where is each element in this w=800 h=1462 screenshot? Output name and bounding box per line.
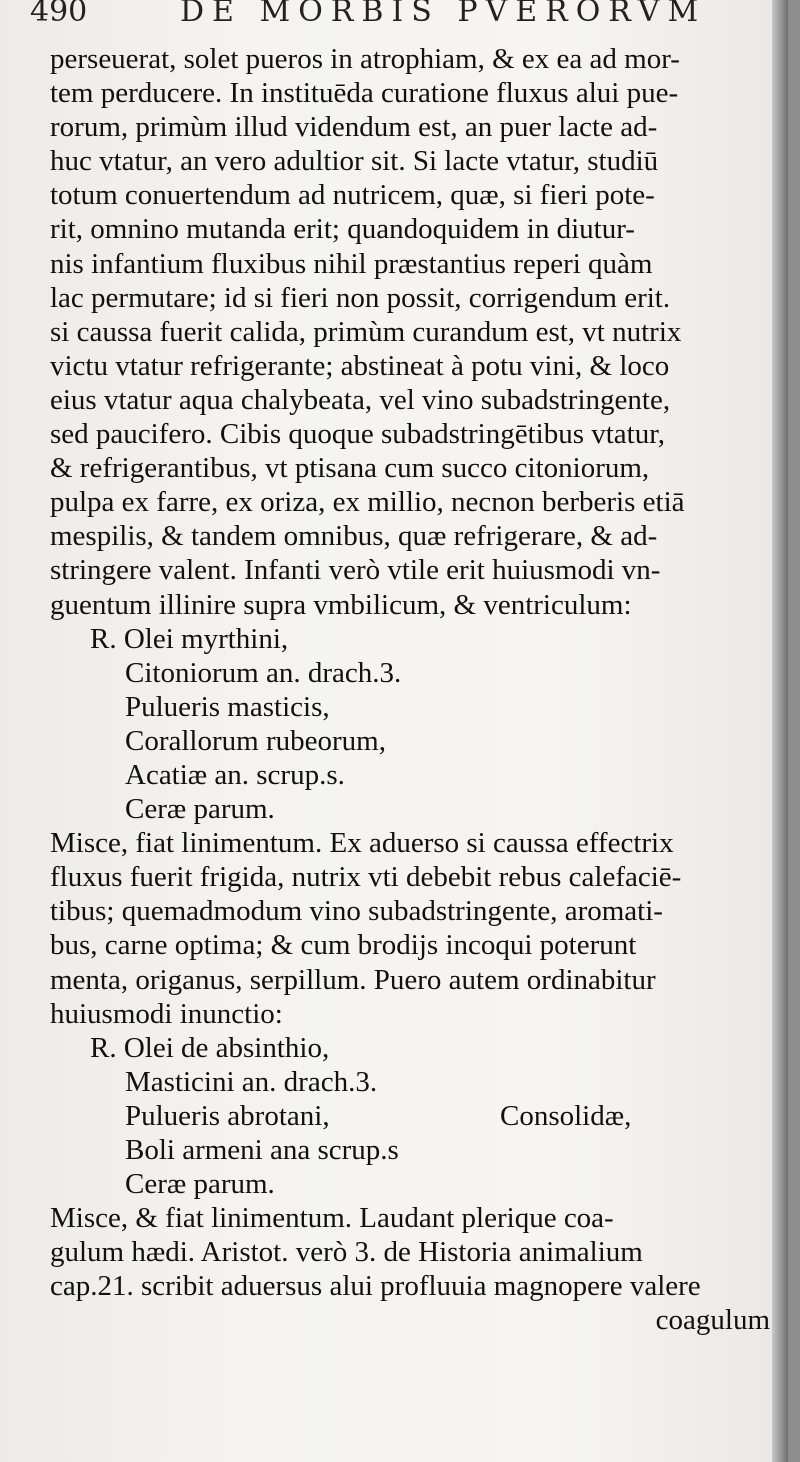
- text-line: nis infantium fluxibus nihil præstantius reperi quàm: [50, 247, 653, 280]
- recipe-first-line: R. Olei myrthini,: [90, 622, 289, 655]
- text-line: tem perducere. In instituēda curatione fluxus alui pue-: [50, 77, 679, 110]
- page-number: 490: [30, 0, 88, 29]
- text-line: tibus; quemadmodum vino subadstringente, aromati-: [50, 895, 663, 928]
- recipe-extra-item: Consolidæ,: [500, 1099, 632, 1132]
- text-line: rorum, primùm illud videndum est, an puer lacte ad-: [50, 111, 658, 144]
- recipe-item: Boli armeni ana scrup.s: [125, 1134, 399, 1166]
- text-line: huc vtatur, an vero adultior sit. Si lacte vtatur, studiū: [50, 145, 659, 178]
- recipe-item: Ceræ parum.: [125, 793, 275, 826]
- text-line: menta, origanus, serpillum. Puero autem ordinabitur: [50, 963, 656, 996]
- text-line: huiusmodi inunctio:: [50, 997, 283, 1030]
- text-line: guentum illinire supra vmbilicum, & ventriculum:: [50, 588, 632, 621]
- running-title: DE MORBIS PVERORVM: [180, 0, 707, 29]
- page-header: [30, 0, 730, 29]
- text-line: mespilis, & tandem omnibus, quæ refrigerare, & ad-: [50, 520, 658, 553]
- recipe-item: Acatiæ an. scrup.s.: [125, 758, 345, 791]
- text-line: lac permutare; id si fieri non possit, corrigendum erit.: [50, 281, 671, 314]
- catchword: coagulum: [655, 1304, 770, 1337]
- text-line: sed paucifero. Cibis quoque subadstringētibus vtatur,: [50, 418, 665, 451]
- recipe-item: Corallorum rubeorum,: [125, 724, 386, 757]
- recipe-item: Pulueris abrotani,: [125, 1099, 330, 1132]
- text-line: gulum hædi. Aristot. verò 3. de Historia animalium: [50, 1236, 643, 1269]
- recipe-item-row: [50, 1099, 770, 1133]
- text-line: pulpa ex farre, ex oriza, ex millio, necnon berberis etiā: [50, 486, 685, 519]
- text-line: fluxus fuerit frigida, nutrix vti debebit rebus calefaciē-: [50, 861, 682, 894]
- text-line: perseuerat, solet pueros in atrophiam, & ex ea ad mor-: [50, 43, 680, 75]
- text-line: rit, omnino mutanda erit; quandoquidem in diutur-: [50, 213, 635, 246]
- recipe-item: Pulueris masticis,: [125, 690, 330, 723]
- text-line: & refrigerantibus, vt ptisana cum succo citoniorum,: [50, 452, 650, 485]
- recipe-item: Masticini an. drach.3.: [125, 1065, 378, 1098]
- text-line: totum conuertendum ad nutricem, quæ, si fieri pote-: [50, 179, 655, 212]
- text-line: Misce, fiat linimentum. Ex aduerso si caussa effectrix: [50, 827, 674, 860]
- page-edge-shadow: [772, 0, 788, 1462]
- text-line: Misce, & fiat linimentum. Laudant plerique coa-: [50, 1202, 614, 1235]
- recipe-first-line: R. Olei de absinthio,: [90, 1031, 330, 1064]
- recipe-item: Citoniorum an. drach.3.: [125, 656, 402, 689]
- text-line: eius vtatur aqua chalybeata, vel vino subadstringente,: [50, 383, 671, 416]
- text-line: si caussa fuerit calida, primùm curandum est, vt nutrix: [50, 315, 682, 348]
- text-line: stringere valent. Infanti verò vtile erit huiusmodi vn-: [50, 554, 661, 587]
- text-line: victu vtatur refrigerante; abstineat à potu vini, & loco: [50, 349, 670, 382]
- recipe-item: Ceræ parum.: [125, 1168, 275, 1201]
- page-body: [50, 42, 770, 1338]
- text-line: bus, carne optima; & cum brodijs incoqui poterunt: [50, 929, 637, 962]
- text-line: cap.21. scribit aduersus alui profluuia magnopere valere: [50, 1270, 701, 1303]
